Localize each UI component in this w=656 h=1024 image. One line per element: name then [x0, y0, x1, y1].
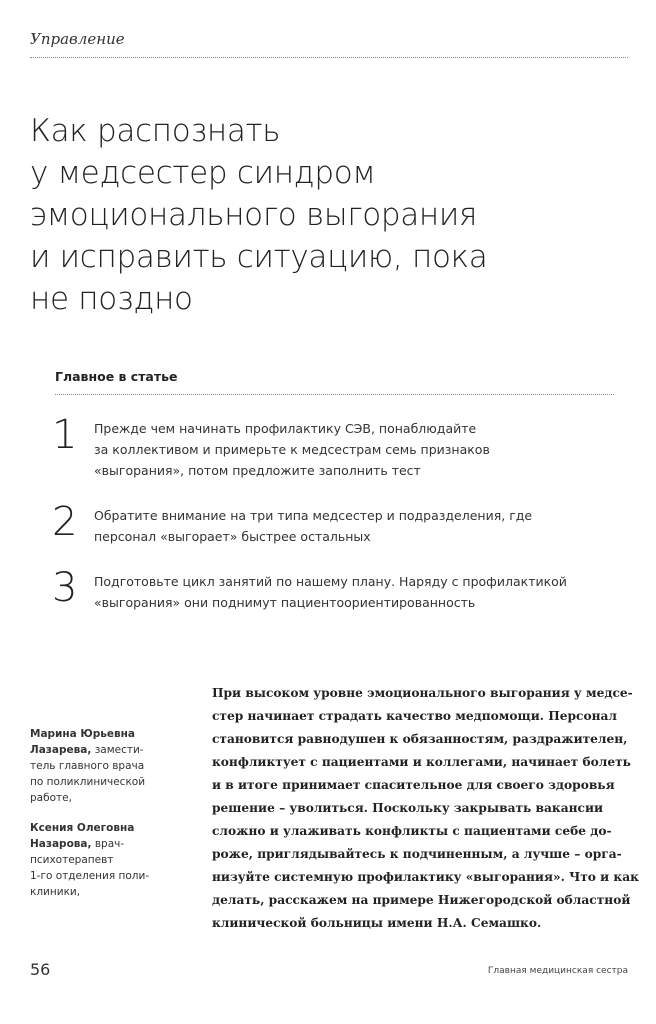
lead-line: сложно и улаживать конфликты с пациентами себе до- — [212, 824, 612, 838]
article-title — [30, 110, 590, 320]
author-surname: Назарова, — [30, 838, 92, 850]
author-role: замести- — [91, 744, 144, 756]
title-line: и исправить ситуацию, пока — [30, 239, 488, 275]
lead-line: становится равнодушен к обязанностям, раздражителен, — [212, 732, 628, 746]
point-text — [94, 418, 490, 481]
lead-line: При высоком уровне эмоционального выгорания у медсе- — [212, 686, 633, 700]
lead-paragraph — [212, 682, 639, 935]
point-number: 2 — [52, 499, 78, 545]
lead-line: роже, приглядывайтесь к подчиненным, а лучше – орга- — [212, 847, 622, 861]
lead-line: конфликтует с пациентами и коллегами, начинает болеть — [212, 755, 631, 769]
author-role: тель главного врача — [30, 760, 145, 772]
author — [30, 820, 180, 900]
author — [30, 726, 180, 806]
lead-line: низуйте системную профилактику «выгорания». Что и как — [212, 870, 639, 884]
author-role: работе, — [30, 792, 72, 804]
lead-line: и в итоге принимает спасительное для своего здоровья — [212, 778, 615, 792]
title-line: у медсестер синдром — [30, 155, 376, 191]
lead-line: стер начинает страдать качество медпомощи. Персонал — [212, 709, 617, 723]
authors-block — [30, 726, 180, 914]
header-divider — [30, 57, 628, 58]
author-role: клиники, — [30, 886, 81, 898]
page-number: 56 — [30, 960, 51, 979]
summary-heading: Главное в статье — [55, 369, 178, 384]
lead-line: решение – уволиться. Поскольку закрывать вакансии — [212, 801, 604, 815]
point-line: «выгорания» они поднимут пациентоориентированность — [94, 595, 476, 610]
lead-line: клинической больницы имени Н.А. Семашко. — [212, 916, 542, 930]
point-line: Обратите внимание на три типа медсестер и подразделения, где — [94, 508, 533, 523]
point-text — [94, 505, 532, 547]
author-role: психотерапевт — [30, 854, 114, 866]
title-line: Как распознать — [30, 113, 281, 149]
title-line: не поздно — [30, 281, 193, 317]
author-surname: Лазарева, — [30, 744, 92, 756]
author-name: Ксения Олеговна — [30, 822, 135, 834]
author-role: 1-го отделения поли- — [30, 870, 150, 882]
point-number: 1 — [52, 412, 78, 458]
point-line: Прежде чем начинать профилактику СЭВ, понаблюдайте — [94, 421, 477, 436]
point-text — [94, 571, 567, 613]
point-line: Подготовьте цикл занятий по нашему плану. Наряду с профилактикой — [94, 574, 567, 589]
summary-divider — [55, 394, 614, 395]
title-line: эмоционального выгорания — [30, 197, 478, 233]
author-role: врач- — [91, 838, 125, 850]
point-line: персонал «выгорает» быстрее остальных — [94, 529, 371, 544]
point-line: за коллективом и примерьте к медсестрам семь признаков — [94, 442, 490, 457]
journal-name: Главная медицинская сестра — [487, 966, 628, 976]
point-number: 3 — [52, 565, 78, 611]
author-name: Марина Юрьевна — [30, 728, 135, 740]
lead-line: делать, расскажем на примере Нижегородской областной — [212, 893, 631, 907]
author-role: по поликлинической — [30, 776, 146, 788]
point-line: «выгорания», потом предложите заполнить тест — [94, 463, 421, 478]
section-label: Управление — [30, 30, 125, 48]
